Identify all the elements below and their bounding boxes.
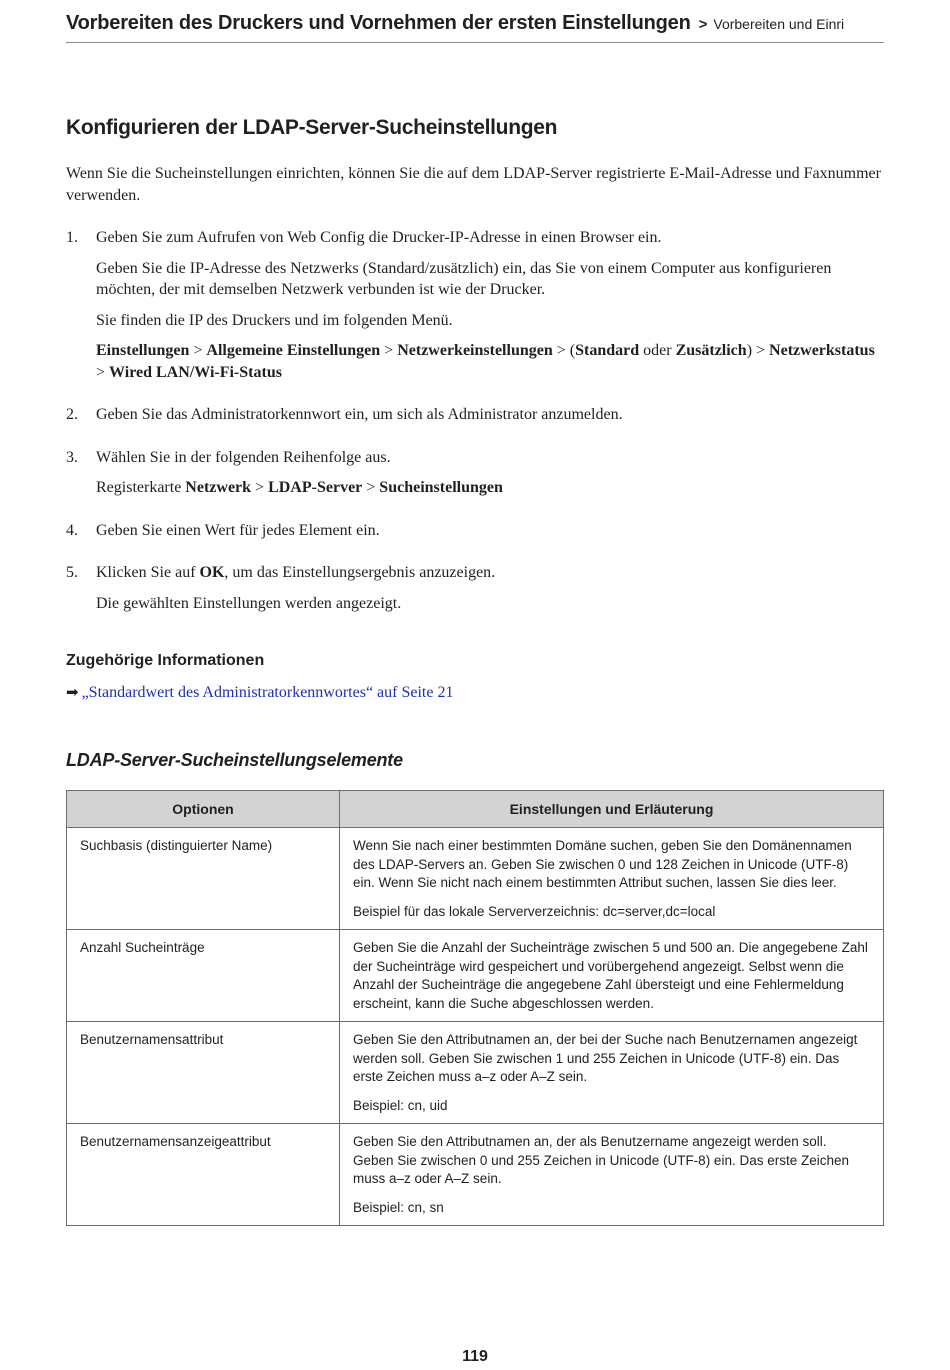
menu-separator: > [362,479,380,496]
menu-item: Standard [575,342,640,359]
step-5 [66,562,884,614]
option-description: Geben Sie den Attributnamen an, der bei der Suche nach Benutzernamen angezeigt werden soll. Geben Sie zwischen 1 und 255 Zeichen in Unicode (UTF-8) ein. Das erste Zeichen muss a–z oder A–Z sein. [353,1032,858,1084]
table-row [67,930,884,1022]
menu-path [96,340,884,383]
settings-table [66,790,884,1226]
option-description: Geben Sie den Attributnamen an, der als Benutzername angezeigt werden soll. Geben Sie zwischen 0 und 255 Zeichen in Unicode (UTF-8) ein. Das erste Zeichen muss a–z oder A–Z sein. [353,1134,849,1186]
header-section: Vorbereiten und Einri [713,16,845,32]
menu-item: LDAP-Server [268,479,363,496]
step-note: Geben Sie die IP-Adresse des Netzwerks (Standard/zusätzlich) ein, das Sie von einem Computer aus konfigurieren möchten, der mit demselben Netzwerk verbunden ist wie der Drucker. [96,259,832,298]
option-name: Benutzernamensanzeigeattribut [80,1134,271,1149]
description-cell [340,1124,884,1226]
column-header: Einstellungen und Erläuterung [340,791,884,828]
option-name: Benutzernamensattribut [80,1032,224,1047]
option-name: Anzahl Sucheinträge [80,940,205,955]
step-3 [66,447,884,499]
menu-item: Einstellungen [96,342,190,359]
step-number: 3. [66,448,78,466]
step-number: 1. [66,229,78,246]
header-chapter: Vorbereiten des Druckers und Vornehmen der ersten Einstellungen [66,12,691,34]
menu-separator: oder [639,342,676,359]
related-link-row [66,683,453,702]
menu-separator: > ( [552,342,576,359]
menu-separator: > [96,363,110,381]
table-row [67,1124,884,1226]
page-number: 119 [462,1348,488,1365]
menu-separator: ) > [746,342,770,359]
option-example: Beispiel: cn, uid [353,1097,448,1113]
menu-item: Zusätzlich [675,342,747,359]
description-cell [340,930,884,1022]
table-row [67,828,884,930]
step-text: Geben Sie zum Aufrufen von Web Config die Drucker-IP-Adresse in einen Browser ein. [96,229,662,246]
option-cell [67,828,340,930]
step-note: Sie finden die IP des Druckers und im folgenden Menü. [96,311,453,329]
step-2 [66,404,884,426]
menu-prefix: Registerkarte [96,479,186,496]
description-cell [340,828,884,930]
step-text-part: , um das Einstellungsergebnis anzuzeigen. [224,564,496,581]
option-description: Geben Sie die Anzahl der Sucheinträge zwischen 5 und 500 an. Die angegebene Zahl der Sucheinträge wird gespeichert und vorübergehend angezeigt. Selbst wenn die Anzahl der Sucheinträge die angegebene Zahl übersteigt und eine Fehlermeldung erscheint, kann die Suche abgeschlossen werden. [353,940,868,1011]
menu-item: Netzwerkeinstellungen [397,342,553,359]
step-text: Wählen Sie in der folgenden Reihenfolge aus. [96,448,391,466]
table-header-row [67,791,884,828]
option-example: Beispiel für das lokale Serververzeichnis: dc=server,dc=local [353,903,716,919]
page-title: Konfigurieren der LDAP-Server-Sucheinstellungen [66,116,558,139]
steps-list [66,227,884,635]
menu-item: Wired LAN/Wi-Fi-Status [109,363,282,381]
menu-path [96,477,884,499]
option-name: Suchbasis (distinguierter Name) [80,838,273,853]
step-4 [66,520,884,542]
related-info-heading: Zugehörige Informationen [66,652,265,669]
menu-separator: > [189,342,207,359]
option-cell [67,1124,340,1226]
intro-paragraph: Wenn Sie die Sucheinstellungen einrichten, können Sie die auf dem LDAP-Server registrierte E-Mail-Adresse und Faxnummer verwenden. [66,165,881,204]
option-example: Beispiel: cn, sn [353,1199,444,1215]
section-subtitle: LDAP-Server-Sucheinstellungselemente [66,750,403,770]
step-note: Die gewählten Einstellungen werden angezeigt. [96,594,402,612]
ok-label: OK [199,564,225,581]
step-text-part: Klicken Sie auf [96,564,200,581]
menu-item: Netzwerkstatus [769,342,875,359]
related-link[interactable]: „Standardwert des Administratorkennwortes“ auf Seite 21 [81,684,454,701]
menu-item: Sucheinstellungen [379,479,503,496]
menu-item: Netzwerk [185,479,252,496]
option-cell [67,930,340,1022]
running-header [66,12,884,43]
step-1 [66,227,884,383]
menu-item: Allgemeine Einstellungen [206,342,381,359]
step-number: 4. [66,521,78,539]
option-description: Wenn Sie nach einer bestimmten Domäne suchen, geben Sie den Domänennamen des LDAP-Servers an. Geben Sie zwischen 0 und 128 Zeichen in Unicode (UTF-8) ein. Wenn Sie nicht nach einem bestimmten Attribut suchen, lassen Sie dies leer. [353,838,852,890]
header-separator: > [698,16,708,33]
menu-separator: > [251,479,269,496]
description-cell [340,1022,884,1124]
right-arrow-icon: ➡ [66,685,79,701]
column-header: Optionen [67,791,340,828]
step-text [96,562,884,584]
step-number: 5. [66,564,78,581]
step-number: 2. [66,406,78,423]
step-text: Geben Sie das Administratorkennwort ein, um sich als Administrator anzumelden. [96,406,623,423]
menu-separator: > [380,342,398,359]
table-row [67,1022,884,1124]
step-text: Geben Sie einen Wert für jedes Element ein. [96,521,380,539]
option-cell [67,1022,340,1124]
